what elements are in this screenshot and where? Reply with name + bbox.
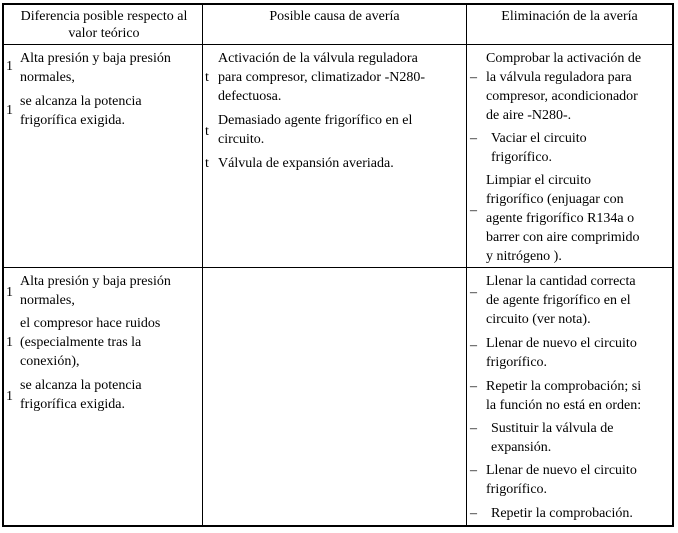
- list-marker: t: [205, 70, 209, 85]
- list-marker: 1: [6, 285, 13, 300]
- elimination-item: Sustituir la válvula de expansión.: [491, 421, 614, 455]
- header-cause: Posible causa de avería: [269, 9, 400, 24]
- header-elimination: Eliminación de la avería: [501, 9, 638, 24]
- troubleshooting-table: [2, 3, 674, 527]
- cause-item: Válvula de expansión averiada.: [218, 156, 394, 171]
- elimination-item: Llenar de nuevo el circuito frigorífico.: [486, 336, 637, 370]
- list-marker: 1: [6, 103, 13, 118]
- list-marker: –: [470, 338, 477, 353]
- list-marker: t: [205, 124, 209, 139]
- list-marker: t: [205, 156, 209, 171]
- list-marker: –: [470, 379, 477, 394]
- row-divider: [4, 44, 672, 45]
- elimination-item: Llenar la cantidad correcta de agente frigorífico en el circuito (ver nota).: [486, 274, 636, 327]
- elimination-item: Limpiar el circuito frigorífico (enjuagar con agente frigorífico R134a o barrer con aire comprimido y nitrógeno ).: [486, 173, 640, 264]
- list-marker: –: [470, 285, 477, 300]
- difference-item: Alta presión y baja presión normales,: [20, 51, 171, 85]
- difference-item: el compresor hace ruidos (especialmente tras la conexión),: [20, 316, 161, 369]
- row-divider: [4, 267, 672, 268]
- column-divider: [466, 5, 467, 525]
- list-marker: –: [470, 70, 477, 85]
- list-marker: –: [470, 506, 477, 521]
- list-marker: 1: [6, 389, 13, 404]
- elimination-item: Repetir la comprobación; si la función no está en orden:: [486, 379, 642, 413]
- list-marker: –: [470, 421, 477, 436]
- elimination-item: Repetir la comprobación.: [491, 506, 633, 521]
- difference-item: Alta presión y baja presión normales,: [20, 274, 171, 308]
- list-marker: 1: [6, 59, 13, 74]
- elimination-item: Llenar de nuevo el circuito frigorífico.: [486, 463, 637, 497]
- elimination-item: Comprobar la activación de la válvula reguladora para compresor, acondicionador de aire -N280-.: [486, 51, 642, 123]
- list-marker: –: [470, 463, 477, 478]
- difference-item: se alcanza la potencia frigorífica exigida.: [20, 94, 142, 128]
- column-divider: [202, 5, 203, 525]
- list-marker: –: [470, 203, 477, 218]
- difference-item: se alcanza la potencia frigorífica exigida.: [20, 378, 142, 412]
- list-marker: –: [470, 131, 477, 146]
- cause-item: Demasiado agente frigorífico en el circuito.: [218, 113, 413, 147]
- header-difference: Diferencia posible respecto al valor teórico: [20, 9, 188, 41]
- list-marker: 1: [6, 335, 13, 350]
- cause-item: Activación de la válvula reguladora para compresor, climatizador -N280- defectuosa.: [218, 51, 426, 104]
- elimination-item: Vaciar el circuito frigorífico.: [491, 131, 587, 165]
